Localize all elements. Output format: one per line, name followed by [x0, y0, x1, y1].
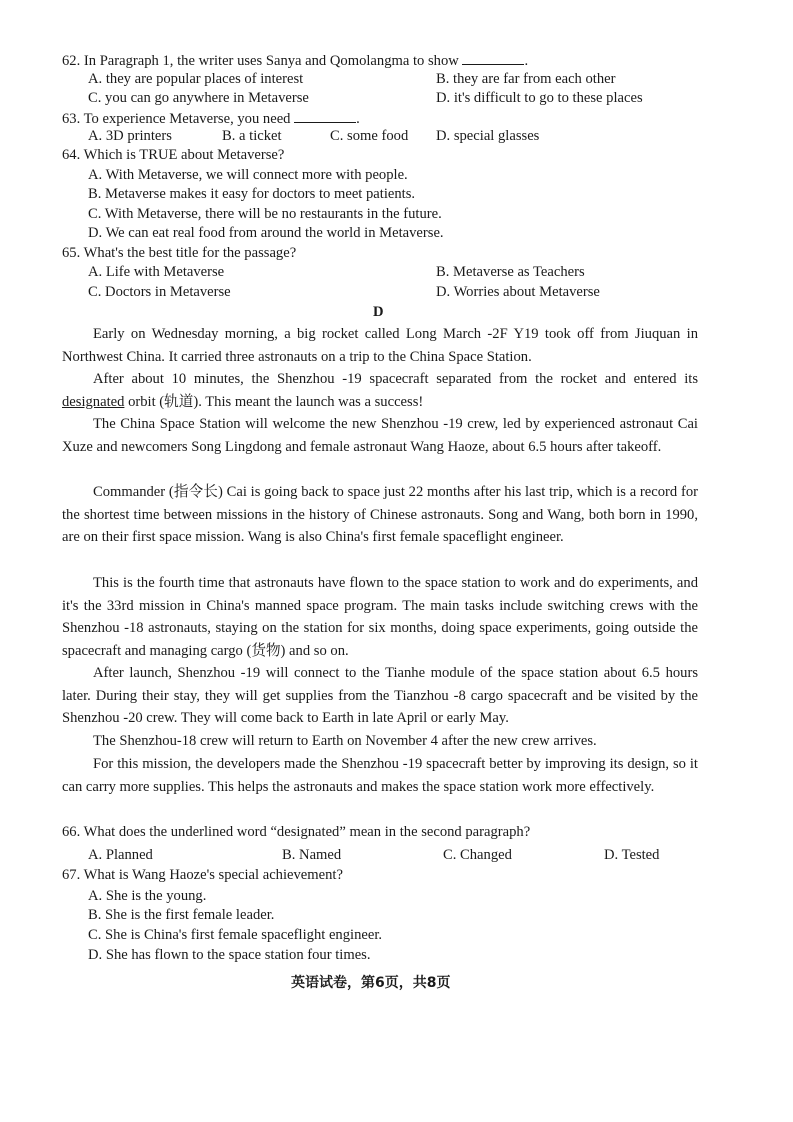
- q64-option-b: B. Metaverse makes it easy for doctors to meet patients.: [88, 186, 416, 202]
- q64-option-c: C. With Metaverse, there will be no restaurants in the future.: [88, 206, 442, 222]
- q67-option-b: B. She is the first female leader.: [88, 907, 275, 923]
- q62-stem-text: 62. In Paragraph 1, the writer uses Sanya and Qomolangma to show: [62, 53, 459, 69]
- q63-option-b: B. a ticket: [222, 128, 282, 144]
- q62-stem: [62, 50, 528, 72]
- q63-stem-text: 63. To experience Metaverse, you need: [62, 111, 291, 127]
- q63-stem-end: .: [356, 111, 360, 127]
- passage-paragraph-5: This is the fourth time that astronauts have flown to the space station to work and do experiments, and it's the 33rd mission in China's manned space program. The main tasks include switching crews with the Shenzhou -18 astronauts, staying on the station for six months, doing space experiments, going outside the spacecraft and managing cargo (货物) and so on.: [62, 575, 698, 659]
- q64-option-a: A. With Metaverse, we will connect more with people.: [88, 167, 408, 183]
- passage-paragraph-2: [62, 368, 698, 413]
- q62-option-c: C. you can go anywhere in Metaverse: [88, 90, 309, 106]
- passage-paragraph-4: Commander (指令长) Cai is going back to space just 22 months after his last trip, which is a record for the shortest time between missions in the history of Chinese astronauts. Song and Wang, both born in 1990, are on their first space mission. Wang is also China's first female spaceflight engineer.: [62, 484, 698, 546]
- q62-option-a: A. they are popular places of interest: [88, 71, 304, 87]
- q63-option-a: A. 3D printers: [88, 128, 172, 144]
- q63-option-d: D. special glasses: [436, 128, 540, 144]
- q67-option-c: C. She is China's first female spaceflight engineer.: [88, 927, 383, 943]
- section-title: D: [373, 304, 384, 320]
- q66-option-d: D. Tested: [604, 847, 660, 863]
- q65-stem: 65. What's the best title for the passage?: [62, 245, 297, 261]
- q65-option-d: D. Worries about Metaverse: [436, 284, 600, 300]
- page-footer: 英语试卷，第6页，共8页: [291, 975, 451, 991]
- q66-option-b: B. Named: [282, 847, 342, 863]
- q67-option-d: D. She has flown to the space station four times.: [88, 947, 371, 963]
- passage-paragraph-6: After launch, Shenzhou -19 will connect to the Tianhe module of the space station about 6.5 hours later. During their stay, they will get supplies from the Tianzhou -8 cargo spacecraft and be visited by the Shenzhou -20 crew. They will come back to Earth in late April or early May.: [62, 665, 698, 727]
- q62-stem-end: .: [524, 53, 529, 69]
- q67-option-a: A. She is the young.: [88, 888, 207, 904]
- paragraph-2-text-start: After about 10 minutes, the Shenzhou -19 spacecraft separated from the rocket and entered its: [93, 371, 698, 387]
- q66-option-a: A. Planned: [88, 847, 153, 863]
- q65-option-c: C. Doctors in Metaverse: [88, 284, 231, 300]
- q63-option-c: C. some food: [330, 128, 409, 144]
- q64-stem: 64. Which is TRUE about Metaverse?: [62, 147, 285, 163]
- passage-paragraph-3: The China Space Station will welcome the new Shenzhou -19 crew, led by experienced astronaut Cai Xuze and newcomers Song Lingdong and female astronaut Wang Haoze, about 6.5 hours after takeoff.: [62, 416, 698, 455]
- paragraph-2-text-end: orbit (轨道). This meant the launch was a success!: [128, 393, 424, 410]
- answer-blank: [294, 108, 356, 123]
- q65-option-b: B. Metaverse as Teachers: [436, 264, 585, 280]
- q65-option-a: A. Life with Metaverse: [88, 264, 225, 280]
- q62-option-d: D. it's difficult to go to these places: [436, 90, 643, 106]
- passage-paragraph-7: The Shenzhou-18 crew will return to Earth on November 4 after the new crew arrives.: [93, 733, 597, 749]
- answer-blank: [462, 50, 524, 65]
- q66-option-c: C. Changed: [443, 847, 512, 863]
- passage-paragraph-8: For this mission, the developers made the Shenzhou -19 spacecraft better by improving its design, so it can carry more supplies. This helps the astronauts and makes the space station work more effectively.: [62, 756, 698, 795]
- q64-option-d: D. We can eat real food from around the world in Metaverse.: [88, 225, 444, 241]
- passage-paragraph-1: Early on Wednesday morning, a big rocket called Long March -2F Y19 took off from Jiuquan in Northwest China. It carried three astronauts on a trip to the China Space Station.: [62, 326, 698, 365]
- q62-option-b: B. they are far from each other: [436, 71, 616, 87]
- underlined-word: designated: [62, 393, 125, 410]
- q67-stem: 67. What is Wang Haoze's special achievement?: [62, 867, 343, 883]
- q66-stem: 66. What does the underlined word “designated” mean in the second paragraph?: [62, 824, 531, 840]
